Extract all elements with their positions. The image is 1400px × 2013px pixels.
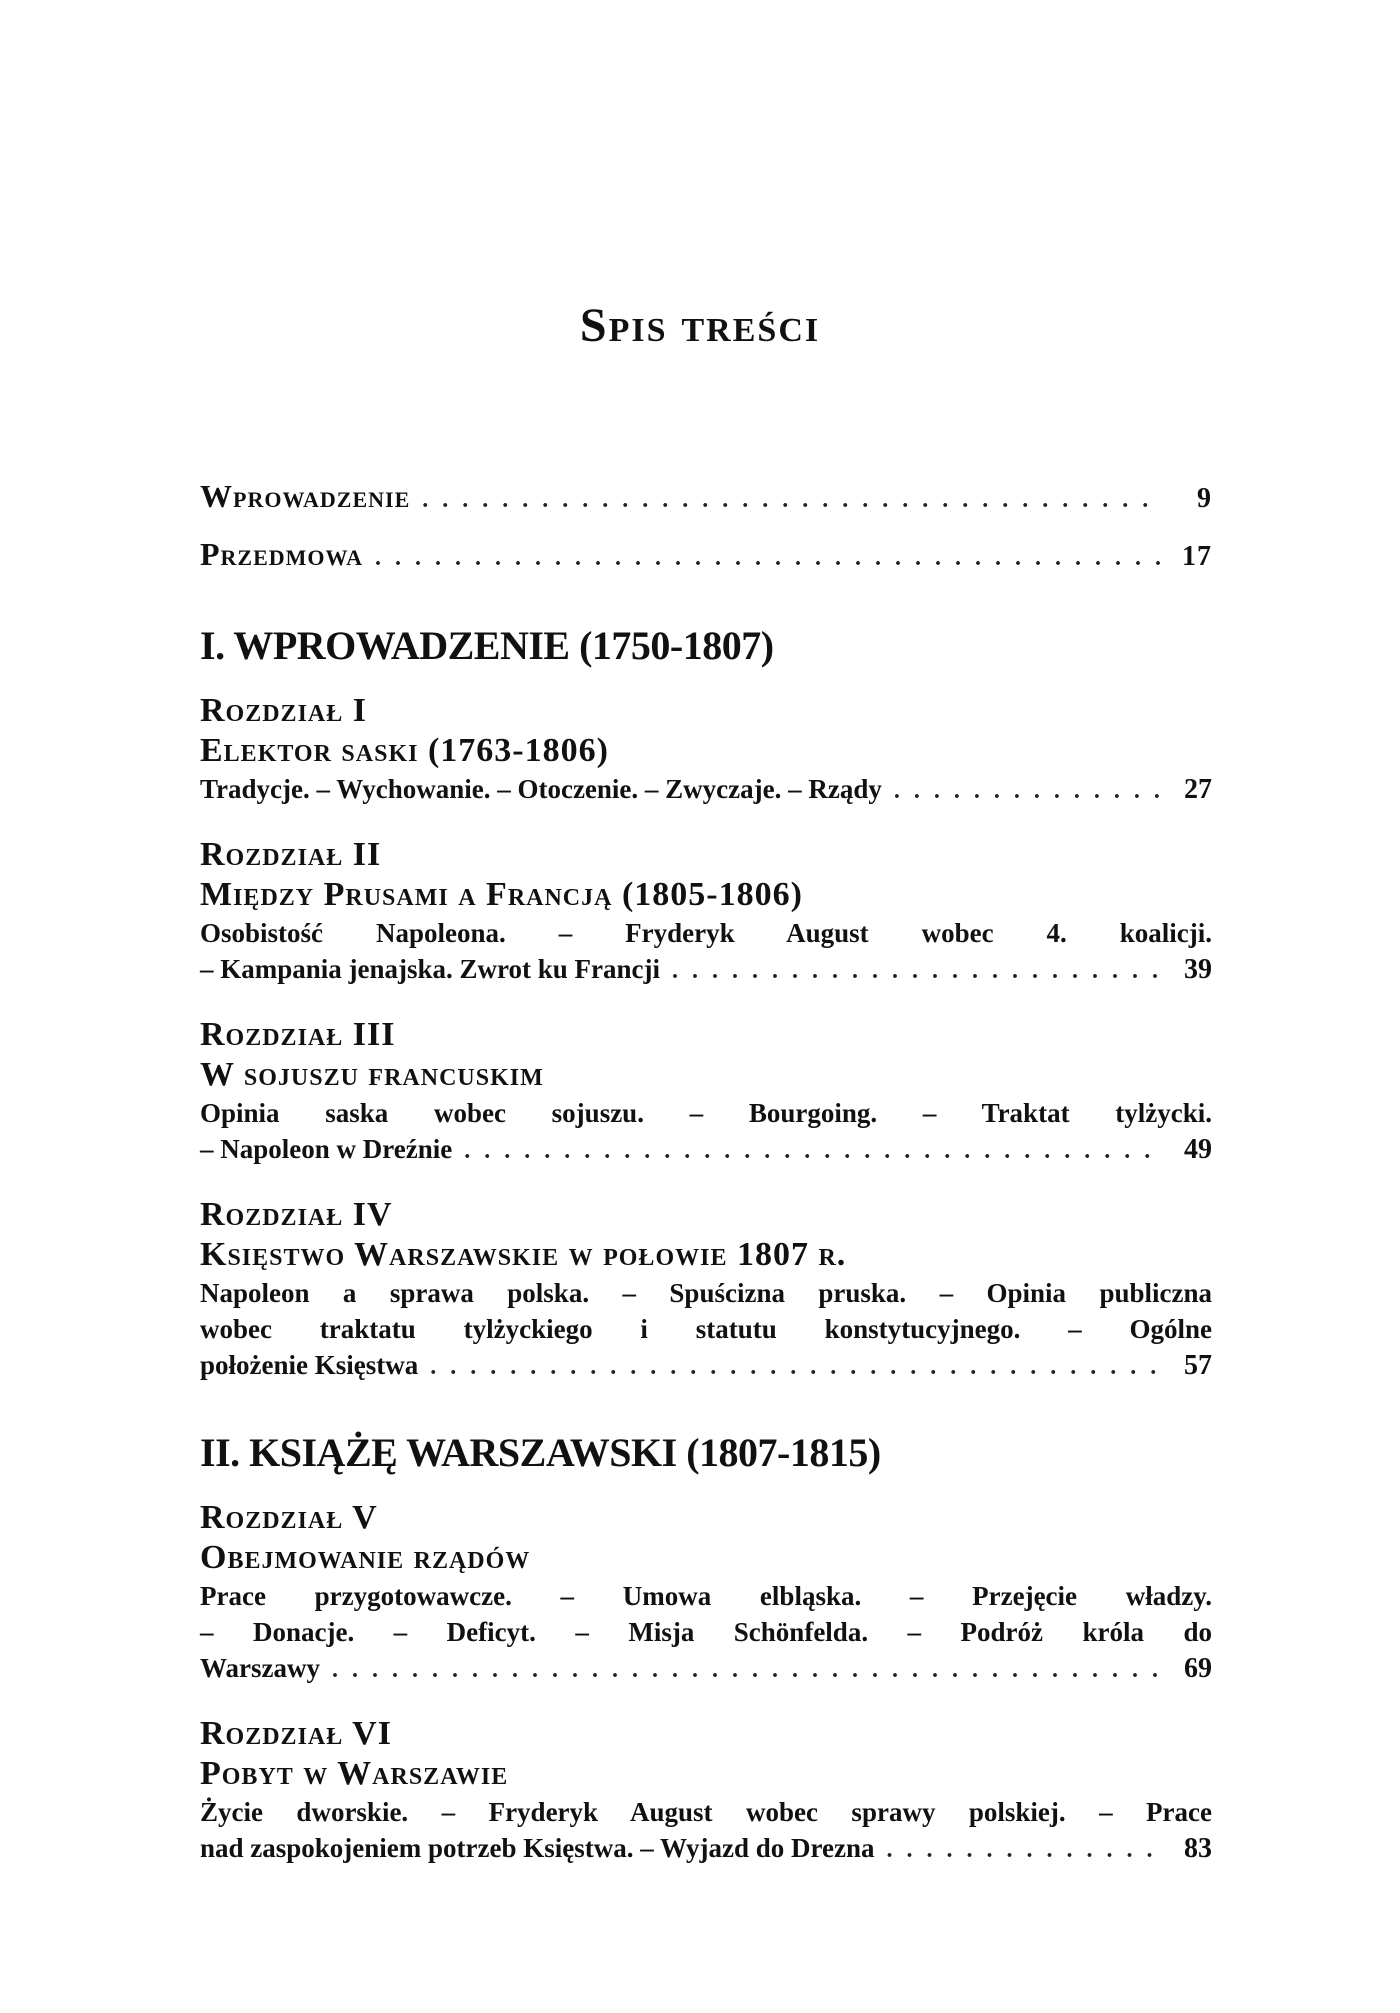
dot-leader <box>894 773 1162 809</box>
description-line: Napoleon a sprawa polska. – Spuścizna pruska. – Opinia publiczna <box>200 1278 1212 1308</box>
chapter-number: Rozdział I <box>200 692 367 729</box>
page-title: Spis treści <box>579 299 821 352</box>
chapter-4 <box>200 1195 1212 1385</box>
chapter-title: Pobyt w Warszawie <box>200 1755 509 1792</box>
page-number: 83 <box>1184 1833 1212 1864</box>
chapter-number: Rozdział VI <box>200 1715 392 1752</box>
chapter-1 <box>200 691 1212 809</box>
chapter-number: Rozdział III <box>200 1016 396 1053</box>
description-last-line: Warszawy <box>200 1653 320 1683</box>
description-last-line: Tradycje. – Wychowanie. – Otoczenie. – Zwyczaje. – Rządy <box>200 774 882 804</box>
chapter-description <box>200 1095 1212 1169</box>
chapter-description <box>200 915 1212 989</box>
description-last-line: położenie Księstwa <box>200 1350 419 1380</box>
chapter-description <box>200 1794 1212 1868</box>
description-line: Życie dworskie. – Fryderyk August wobec sprawy polskiej. – Prace <box>200 1797 1212 1827</box>
page-number: 17 <box>1182 541 1212 572</box>
page-number: 39 <box>1184 954 1212 985</box>
chapter-number: Rozdział II <box>200 836 382 873</box>
page-number: 69 <box>1184 1653 1212 1684</box>
description-line: – Donacje. – Deficyt. – Misja Schönfelda. – Podróż króla do <box>200 1617 1212 1647</box>
page-number: 27 <box>1184 774 1212 805</box>
page-number: 9 <box>1197 483 1212 514</box>
description-last-line: – Kampania jenajska. Zwrot ku Francji <box>200 954 661 984</box>
description-line: Osobistość Napoleona. – Fryderyk August wobec 4. koalicji. <box>200 918 1212 948</box>
chapter-description <box>200 1578 1212 1688</box>
toc-entry-wprowadzenie <box>200 478 1212 536</box>
dot-leader <box>464 1133 1162 1169</box>
chapter-2 <box>200 835 1212 989</box>
part-heading-text: II. KSIĄŻĘ WARSZAWSKI (1807-1815) <box>200 1430 881 1475</box>
chapter-3 <box>200 1015 1212 1169</box>
page-number: 57 <box>1184 1350 1212 1381</box>
chapter-5 <box>200 1498 1212 1688</box>
part-heading-1 <box>200 622 1212 669</box>
dot-leader <box>672 953 1162 989</box>
table-of-contents <box>200 478 1212 1894</box>
chapter-description <box>200 1275 1212 1385</box>
chapter-title: W sojuszu francuskim <box>200 1056 544 1093</box>
entry-label: Wprowadzenie <box>200 478 411 514</box>
description-line: Prace przygotowawcze. – Umowa elbląska. – Przejęcie władzy. <box>200 1581 1212 1611</box>
description-line: Opinia saska wobec sojuszu. – Bourgoing. – Traktat tylżycki. <box>200 1098 1212 1128</box>
part-heading-2 <box>200 1429 1212 1476</box>
chapter-6 <box>200 1714 1212 1868</box>
dot-leader <box>887 1832 1163 1868</box>
dot-leader <box>430 1349 1162 1385</box>
chapter-title: Obejmowanie rządów <box>200 1539 531 1576</box>
dot-leader <box>332 1652 1162 1688</box>
part-heading-text: I. WPROWADZENIE (1750-1807) <box>200 623 774 668</box>
chapter-title: Elektor saski (1763-1806) <box>200 732 609 769</box>
chapter-number: Rozdział IV <box>200 1196 393 1233</box>
chapter-title: Między Prusami a Francją (1805-1806) <box>200 876 803 913</box>
toc-entry-przedmowa <box>200 536 1212 594</box>
dot-leader <box>422 487 1162 514</box>
entry-label: Przedmowa <box>200 536 363 572</box>
description-last-line: – Napoleon w Dreźnie <box>200 1134 453 1164</box>
chapter-number: Rozdział V <box>200 1499 378 1536</box>
dot-leader <box>375 545 1162 572</box>
chapter-title: Księstwo Warszawskie w połowie 1807 r. <box>200 1236 847 1273</box>
chapter-description <box>200 771 1212 809</box>
description-last-line: nad zaspokojeniem potrzeb Księstwa. – Wyjazd do Drezna <box>200 1833 875 1863</box>
page-number: 49 <box>1184 1134 1212 1165</box>
description-line: wobec traktatu tylżyckiego i statutu konstytucyjnego. – Ogólne <box>200 1314 1212 1344</box>
